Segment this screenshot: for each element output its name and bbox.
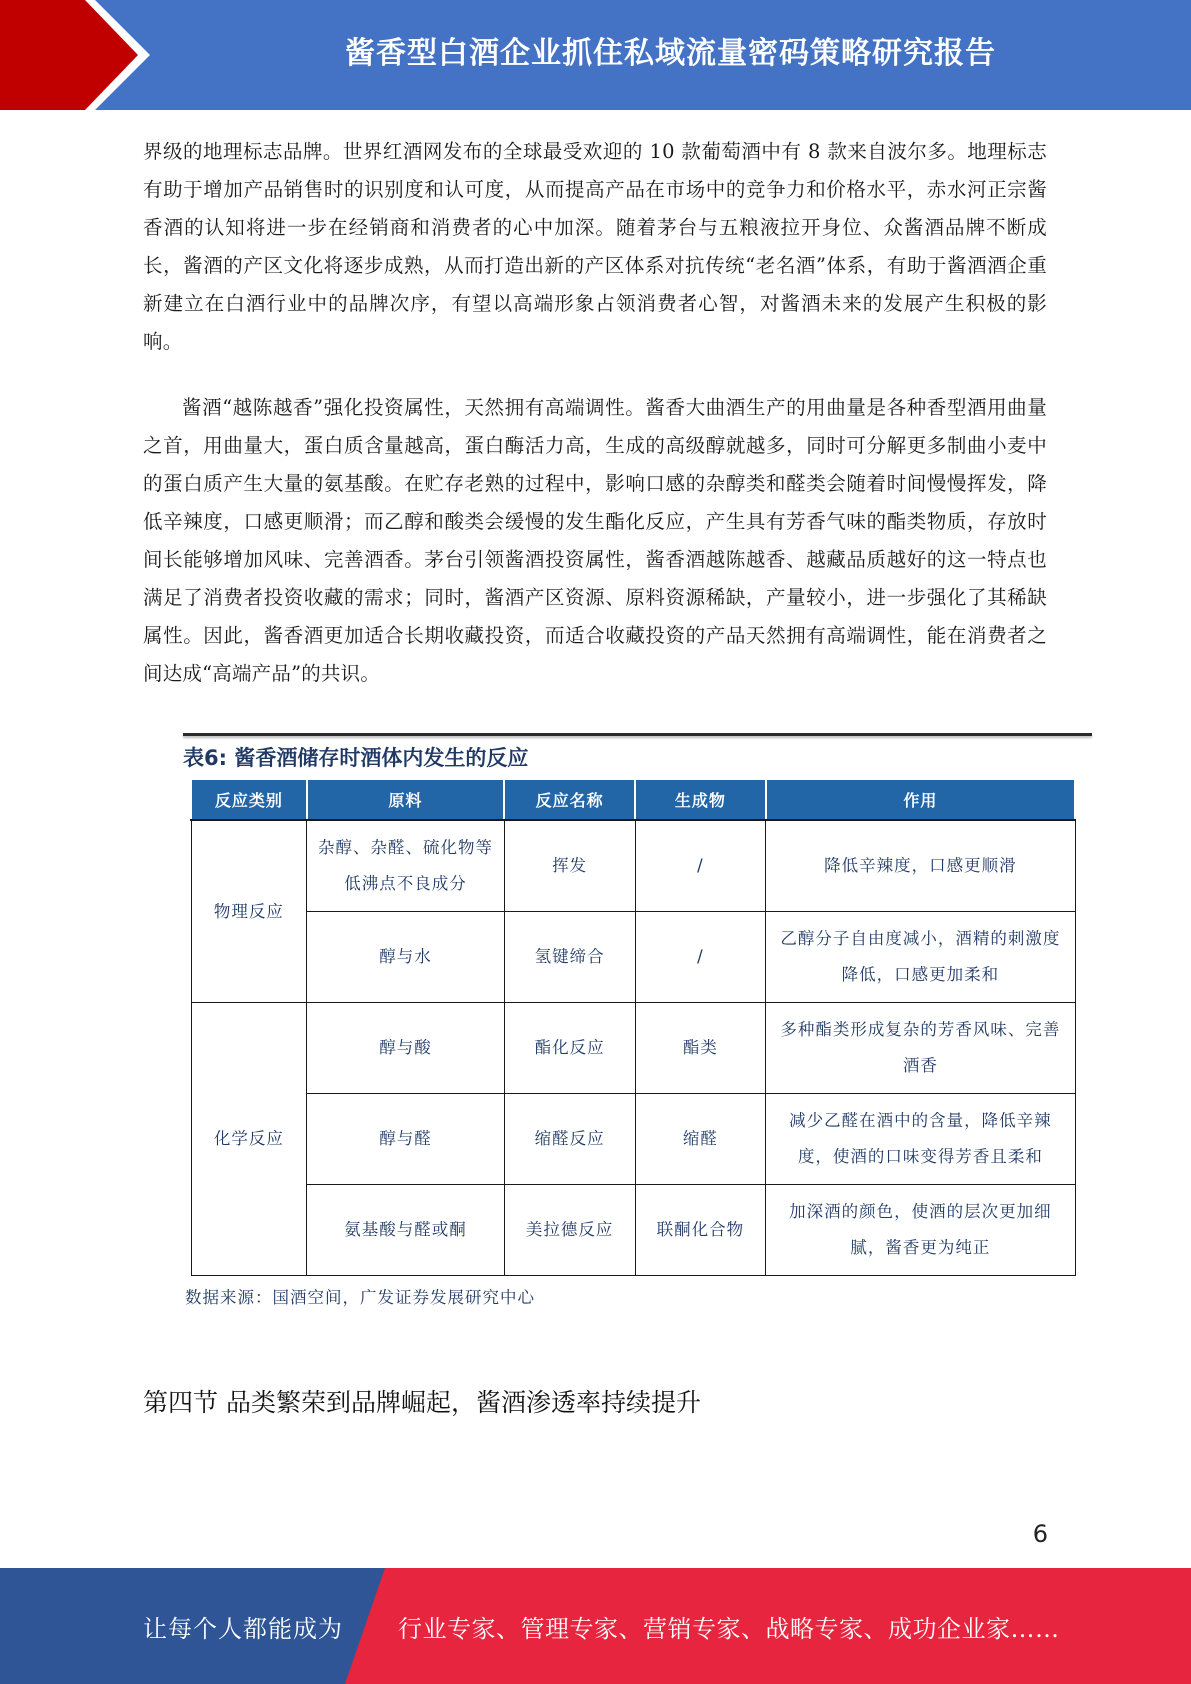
reaction-cell: 氢键缔合 xyxy=(504,912,635,1003)
footer-slogan-right: 行业专家、管理专家、营销专家、战略专家、成功企业家…… xyxy=(398,1614,1060,1643)
reactions-table xyxy=(190,778,1076,1276)
table-caption: 表6: 酱香酒储存时酒体内发生的反应 xyxy=(183,746,529,770)
page-header xyxy=(0,0,1191,110)
reaction-cell: 酯化反应 xyxy=(504,1003,635,1094)
effect-cell: 加深酒的颜色，使酒的层次更加细腻，酱香更为纯正 xyxy=(766,1185,1075,1276)
category-cell: 物理反应 xyxy=(191,820,307,1003)
material-cell: 醇与醛 xyxy=(307,1094,505,1185)
product-cell: / xyxy=(635,820,766,912)
header-arrow-decoration xyxy=(0,0,160,110)
table-row xyxy=(191,1003,1075,1094)
effect-cell: 乙醇分子自由度减小，酒精的刺激度降低，口感更加柔和 xyxy=(766,912,1075,1003)
reaction-cell: 缩醛反应 xyxy=(504,1094,635,1185)
material-cell: 杂醇、杂醛、硫化物等低沸点不良成分 xyxy=(307,820,505,912)
column-header: 生成物 xyxy=(635,779,766,820)
body-content xyxy=(143,133,1047,693)
column-header: 作用 xyxy=(766,779,1075,820)
material-cell: 氨基酸与醛或酮 xyxy=(307,1185,505,1276)
report-title: 酱香型白酒企业抓住私域流量密码策略研究报告 xyxy=(345,36,996,71)
column-header: 反应类别 xyxy=(191,779,307,820)
table-source-note: 数据来源：国酒空间，广发证券发展研究中心 xyxy=(185,1288,535,1307)
reaction-cell: 美拉德反应 xyxy=(504,1185,635,1276)
material-cell: 醇与酸 xyxy=(307,1003,505,1094)
page-footer xyxy=(0,1568,1191,1684)
effect-cell: 多种酯类形成复杂的芳香风味、完善酒香 xyxy=(766,1003,1075,1094)
table-top-rule xyxy=(183,733,1092,736)
product-cell: 酯类 xyxy=(635,1003,766,1094)
section-heading: 第四节 品类繁荣到品牌崛起，酱酒渗透率持续提升 xyxy=(143,1388,701,1417)
product-cell: / xyxy=(635,912,766,1003)
product-cell: 缩醛 xyxy=(635,1094,766,1185)
effect-cell: 减少乙醛在酒中的含量，降低辛辣度，使酒的口味变得芳香且柔和 xyxy=(766,1094,1075,1185)
material-cell: 醇与水 xyxy=(307,912,505,1003)
table-header-row xyxy=(191,779,1075,820)
page-number: 6 xyxy=(1032,1520,1048,1548)
product-cell: 联酮化合物 xyxy=(635,1185,766,1276)
category-cell: 化学反应 xyxy=(191,1003,307,1276)
table-row xyxy=(191,912,1075,1003)
footer-slogan-left: 让每个人都能成为 xyxy=(143,1614,343,1643)
table-row xyxy=(191,1094,1075,1185)
column-header: 原料 xyxy=(307,779,505,820)
reaction-cell: 挥发 xyxy=(504,820,635,912)
table-block xyxy=(183,733,1092,1308)
table-row xyxy=(191,1185,1075,1276)
column-header: 反应名称 xyxy=(504,779,635,820)
table-row xyxy=(191,820,1075,912)
effect-cell: 降低辛辣度，口感更顺滑 xyxy=(766,820,1075,912)
paragraph-1: 界级的地理标志品牌。世界红酒网发布的全球最受欢迎的 10 款葡萄酒中有 8 款来自波尔多。地理标志有助于增加产品销售时的识别度和认可度，从而提高产品在市场中的竞争力和价格水平，赤水河正宗酱香酒的认知将进一步在经销商和消费者的心中加深。随着茅台与五粮液拉开身位、众酱酒品牌不断成长，酱酒的产区文化将逐步成熟，从而打造出新的产区体系对抗传统“老名酒”体系，有助于酱酒酒企重新建立在白酒行业中的品牌次序，有望以高端形象占领消费者心智，对酱酒未来的发展产生积极的影响。 xyxy=(143,140,1047,353)
paragraph-2: 酱酒“越陈越香”强化投资属性，天然拥有高端调性。酱香大曲酒生产的用曲量是各种香型酒用曲量之首，用曲量大，蛋白质含量越高，蛋白酶活力高，生成的高级醇就越多，同时可分解更多制曲小麦中的蛋白质产生大量的氨基酸。在贮存老熟的过程中，影响口感的杂醇类和醛类会随着时间慢慢挥发，降低辛辣度，口感更顺滑；而乙醇和酸类会缓慢的发生酯化反应，产生具有芳香气味的酯类物质，存放时间长能够增加风味、完善酒香。茅台引领酱酒投资属性，酱香酒越陈越香、越藏品质越好的这一特点也满足了消费者投资收藏的需求；同时，酱酒产区资源、原料资源稀缺，产量较小，进一步强化了其稀缺属性。因此，酱香酒更加适合长期收藏投资，而适合收藏投资的产品天然拥有高端调性，能在消费者之间达成“高端产品”的共识。 xyxy=(143,396,1047,685)
